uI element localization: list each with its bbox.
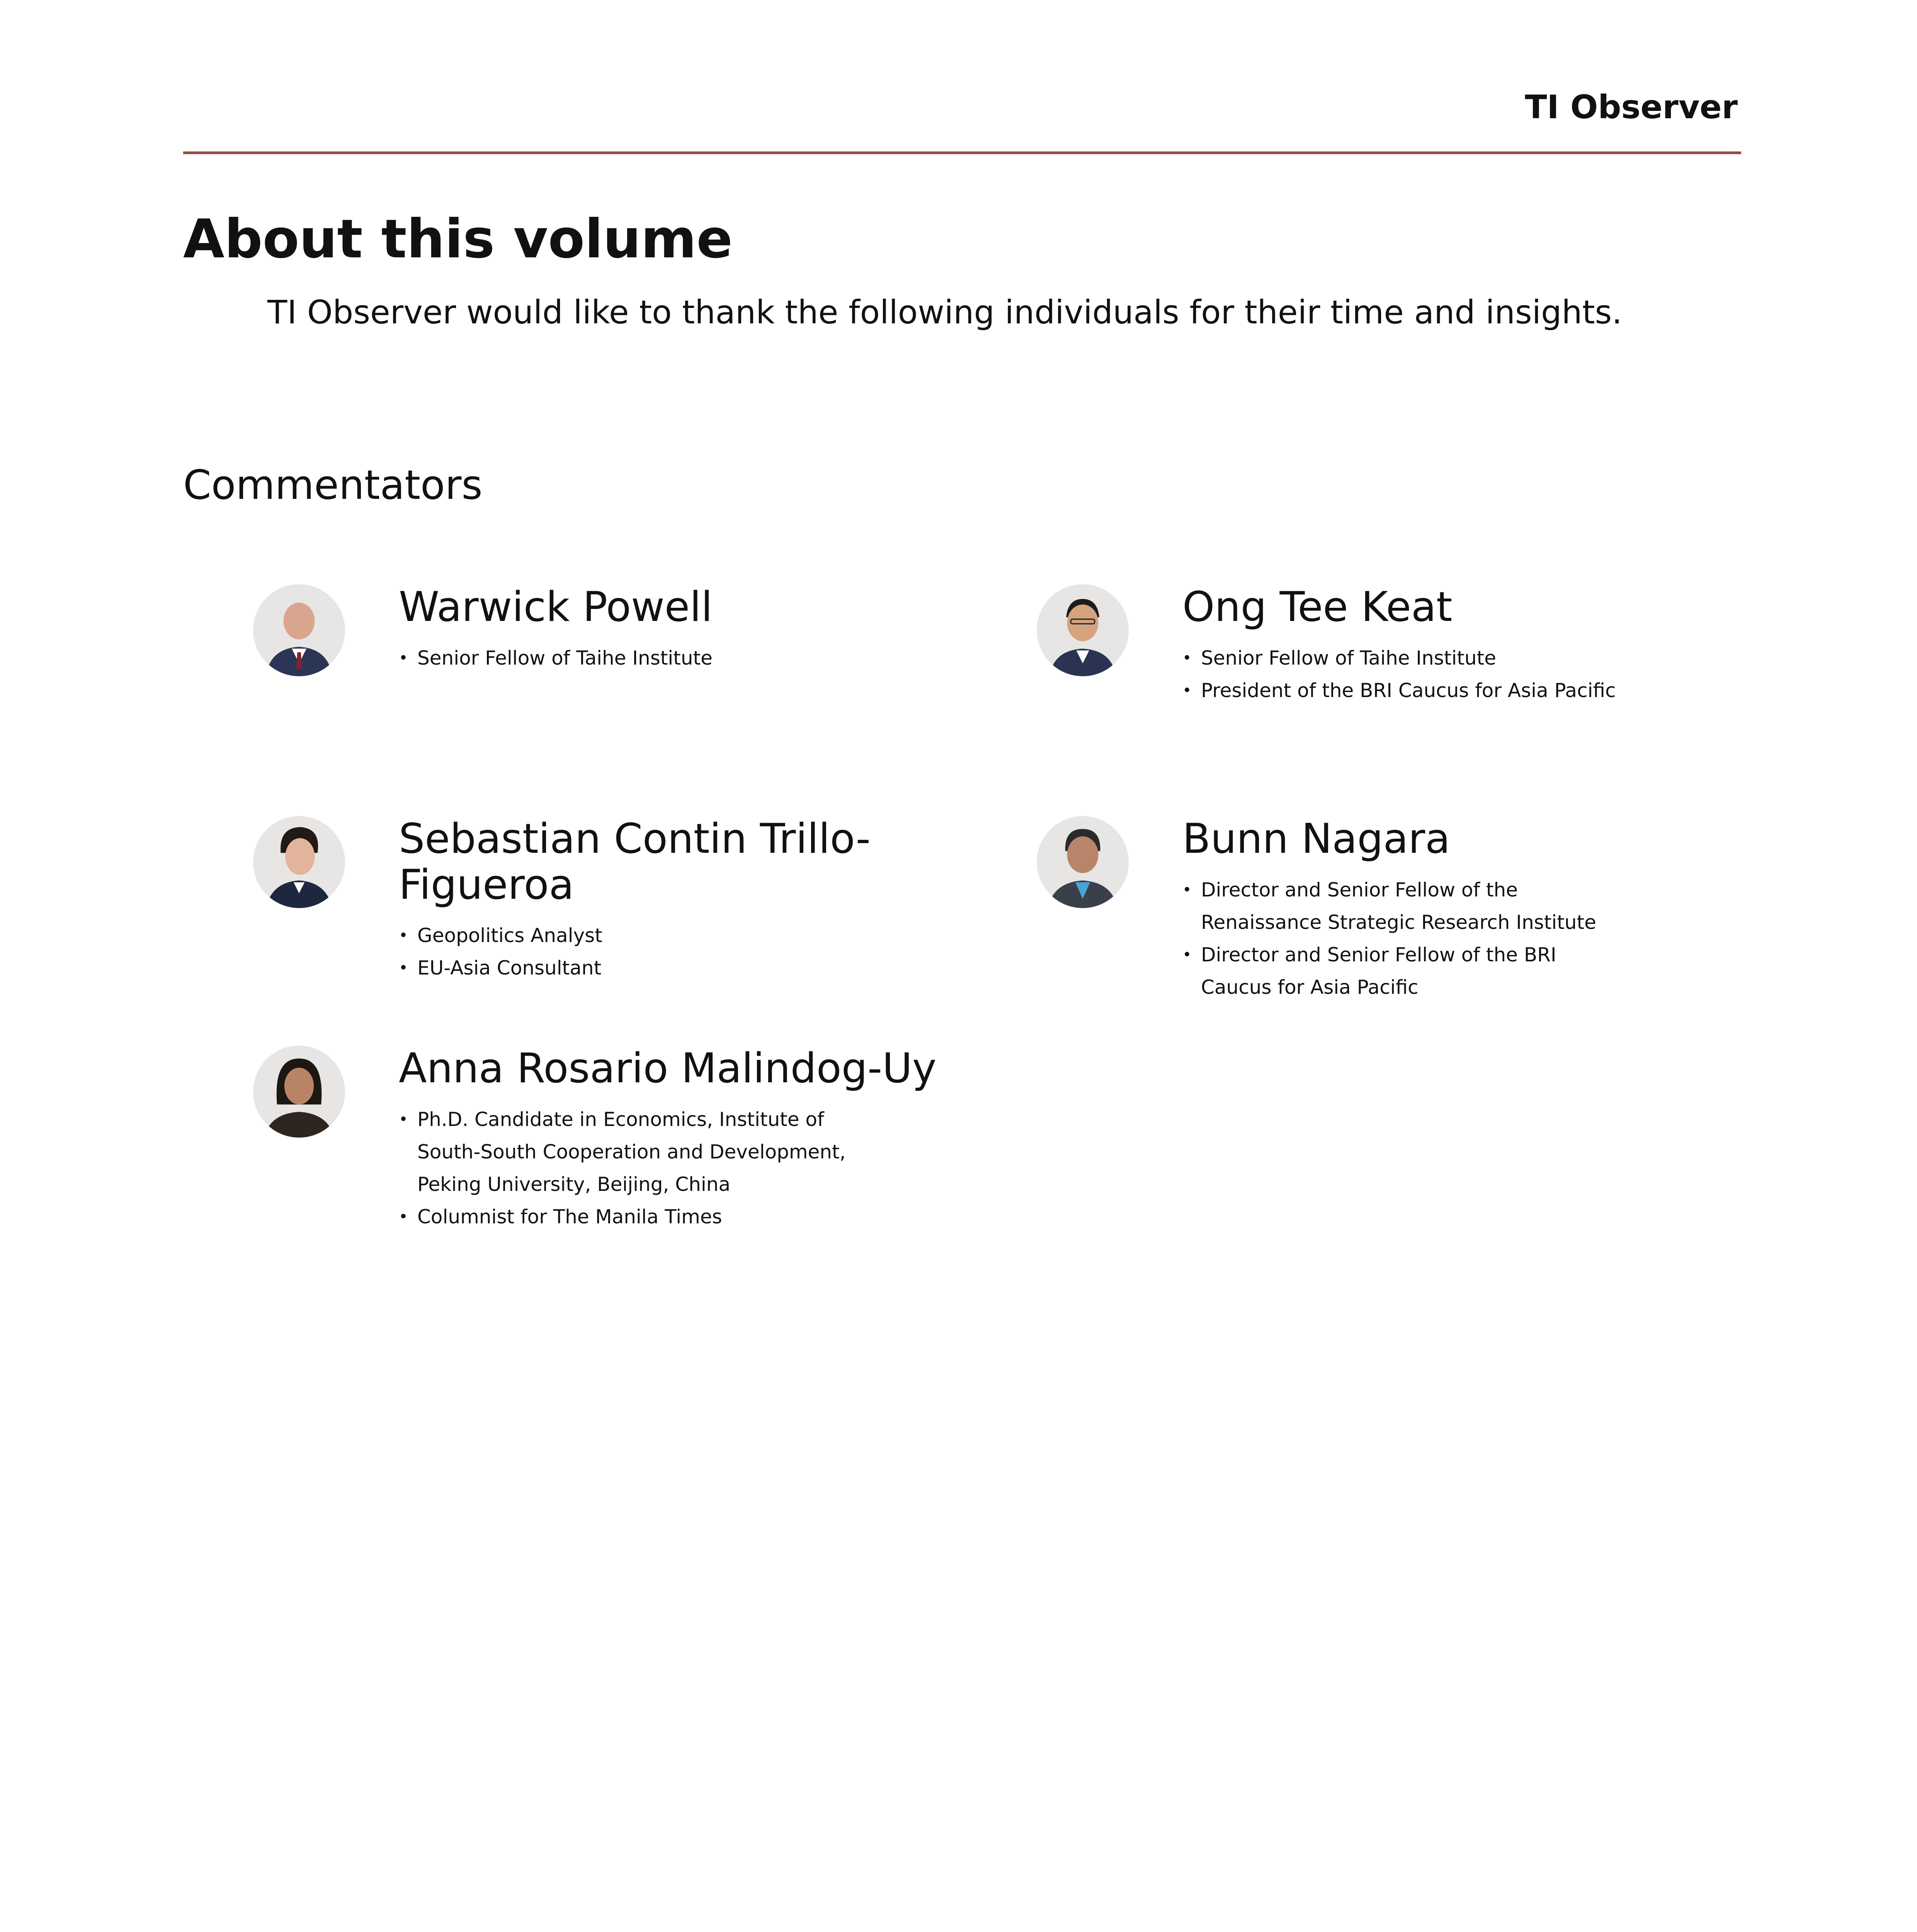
- role-item: • Director and Senior Fellow of the Renaissance Strategic Research Institute: [1182, 874, 1627, 939]
- portrait-tie: [296, 652, 302, 669]
- commentator-name: Anna Rosario Malindog-Uy: [399, 1044, 937, 1092]
- commentator-name: Warwick Powell: [399, 583, 713, 631]
- role-item: • President of the BRI Caucus for Asia Pacific: [1182, 674, 1762, 707]
- avatar: [253, 584, 345, 676]
- portrait-photo: [253, 584, 345, 676]
- avatar: [253, 816, 345, 908]
- commentator-info: [399, 816, 901, 984]
- commentator-info: [399, 1044, 937, 1233]
- portrait-body: [264, 1112, 334, 1138]
- role-item: • Columnist for The Manila Times: [399, 1201, 862, 1233]
- role-item: • Director and Senior Fellow of the BRI Caucus for Asia Pacific: [1182, 939, 1627, 1003]
- commentator-name: Ong Tee Keat: [1182, 583, 1453, 631]
- role-item: • Geopolitics Analyst: [399, 919, 901, 952]
- role-item: • EU-Asia Consultant: [399, 952, 901, 984]
- header-rule: [183, 151, 1741, 154]
- role-list: [399, 642, 978, 674]
- portrait-photo: [1037, 584, 1129, 676]
- header-title: TI Observer: [1525, 88, 1738, 126]
- commentator-name: Sebastian Contin Trillo-Figueroa: [399, 815, 871, 908]
- avatar: [253, 1046, 345, 1138]
- role-item: • Ph.D. Candidate in Economics, Institute of South-South Cooperation and Development, Peking University, Beijing, China: [399, 1103, 862, 1201]
- commentator-info: [399, 584, 978, 674]
- section-heading-commentators: Commentators: [183, 461, 483, 509]
- portrait-head: [284, 603, 315, 639]
- avatar: [1037, 816, 1129, 908]
- page-title: About this volume: [183, 208, 733, 270]
- role-list: [1182, 874, 1627, 1003]
- portrait-head: [285, 838, 315, 875]
- avatar: [1037, 584, 1129, 676]
- portrait-head: [1067, 836, 1099, 873]
- portrait-photo: [253, 816, 345, 908]
- portrait-photo: [253, 1046, 345, 1138]
- commentator-info: [1182, 584, 1762, 707]
- portrait-photo: [1037, 816, 1129, 908]
- role-list: [399, 1103, 862, 1233]
- role-list: [1182, 642, 1762, 707]
- commentator-info: [1182, 816, 1627, 1003]
- role-item: • Senior Fellow of Taihe Institute: [1182, 642, 1762, 674]
- commentator-name: Bunn Nagara: [1182, 815, 1450, 862]
- portrait-head: [284, 1068, 314, 1104]
- role-item: • Senior Fellow of Taihe Institute: [399, 642, 978, 674]
- role-list: [399, 919, 901, 984]
- intro-text: TI Observer would like to thank the following individuals for their time and insights.: [267, 293, 1622, 331]
